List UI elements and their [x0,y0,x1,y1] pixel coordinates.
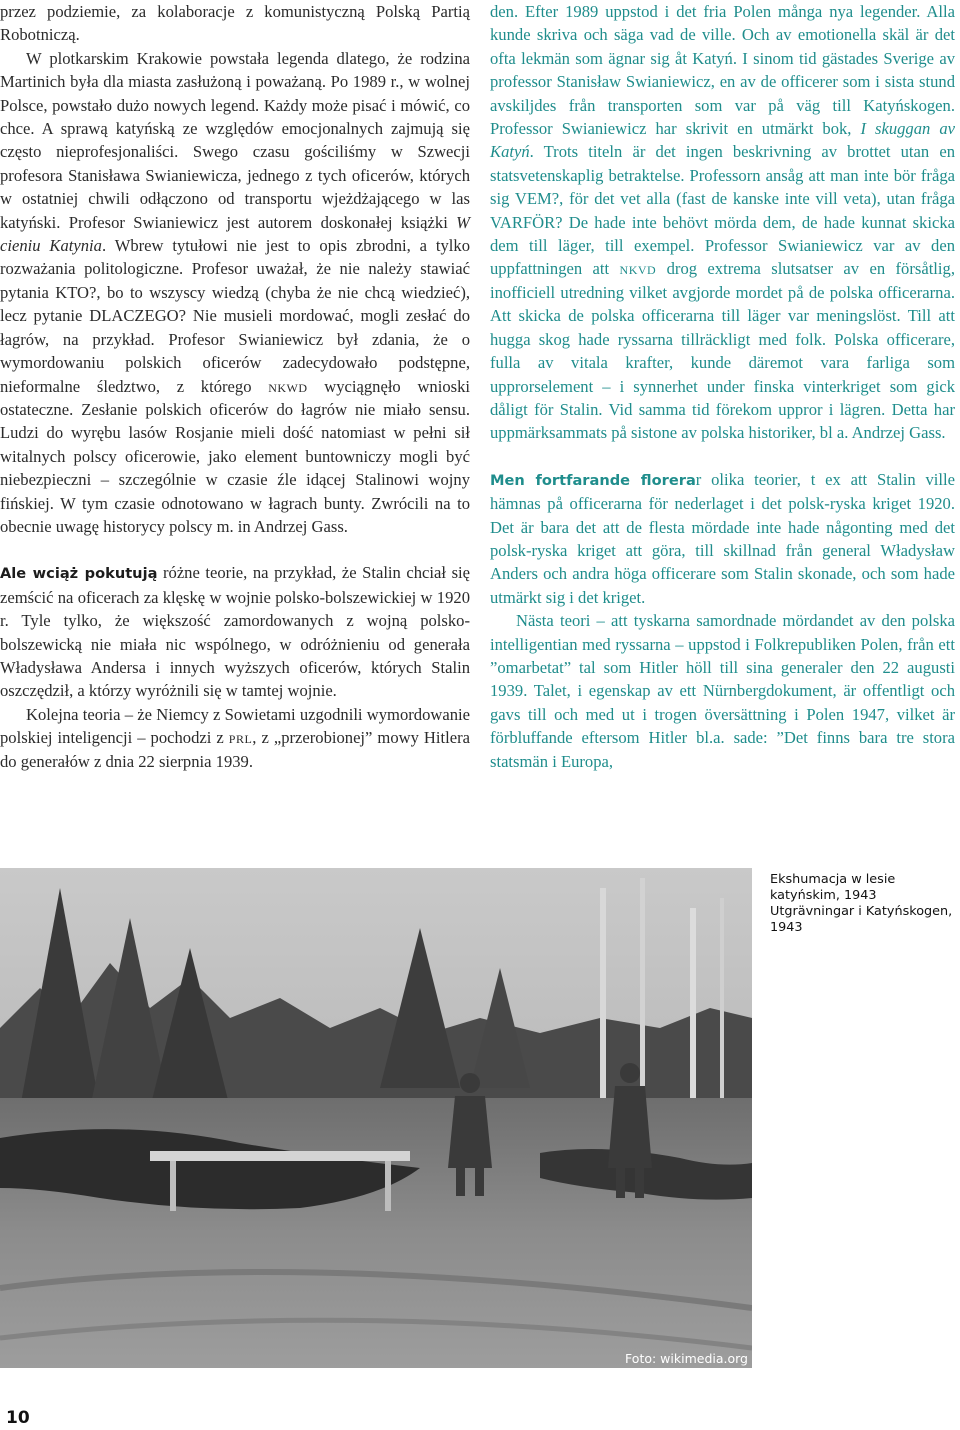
book-title: W cieniu Katynia [0,212,470,256]
paragraph-text: r olika teorier, t ex att Stalin ville hämnas på officerarna för nederlaget i det polsk-ryska kriget 1920. Det är bara det att de flesta mördade inte hade någonting med det polsk-ryska kriget att göra, till skillnad från general Władysław Anders och andra höga officerare som Stalin skonade, och som hade utmärkt sig i det kriget. [490,469,955,607]
swedish-article-column [490,0,955,773]
paragraph-text: , z „przerobionej” mowy Hitlera do generałów z dnia 22 sierpnia 1939. [0,728,470,771]
paragraph-text: . Trots titeln är det ingen beskrivning av brottet utan en statsvetenskaplig betraktelse. Professorn ansåg att man inte bör fråga sig VEM?, för det vet alla (fast de kanske inte vill veta), utan fråga VARFÖR? De hade inte behövt mörda dem, de hade kunnat skicka dem till läger, till exempel. Professor Swianiewicz var av den uppfattningen att [490,142,955,279]
acronym-nkwd: nkwd [268,376,308,396]
page-number: 10 [6,1408,30,1428]
paragraph-text: wyciągnęło wnioski ostateczne. Zesłanie polskich oficerów do łagrów nie miało sensu. Ludzi do wyrębu lasów Rosjanie mieli dość natomiast w pełni sił witalnych polscy oficerowie, jako element buntowniczy mogli być niebezpieczni – szczególnie w czasie źle idącej Stalinowi wojny fińskiej. W tym czasie odnotowano w łagrach bunty. Zwrócili na to obecnie uwagę historycy polscy m. in Andrzej Gass. [0,376,470,536]
paragraph-text: W plotkarskim Krakowie powstała legenda dlatego, że rodzina Martinich była dla miasta zasłużoną i poważaną. Po 1989 r., w wolnej Polsce, powstało dużo nowych legend. Każdy może pisać i mówić, co chce. A sprawą katyńską ze względów emocjonalnych zajmują się często nieprofesjonaliści. Swego czasu gościliśmy w Szwecji profesora Stanisława Swianiewicza, jednego z tych oficerów, których w ostatniej chwili odłączono od transportu wjeżdżającego w las katyński. Profesor Swianiewicz jest autorem doskonałej książki [0,48,470,232]
paragraph-text: den. Efter 1989 uppstod i det fria Polen många nya legender. Alla kunde skriva och säga vad de ville. Och av emotionella skäl är det ofta lekmän som ägnar sig åt Katyń. I sinom tid gästades Sverige av professor Stanisław Swianiewicz, en av de officerer som i sista stund avskiljdes från transporten som var på väg till Katyńskogen. Professor Swianiewicz har skrivit en utmärkt bok, [490,2,955,139]
acronym-prl: prl [228,728,253,748]
paragraph-text: różne teorie, na przykład, że Stalin chciał się zemścić na oficerach za klęskę w wojnie polsko-bolszewickiej w 1920 r. Tyle tylko, że większość zamordowanych z wojną polsko-bolszewicką nie miała nic wspólnego, w odróżnieniu od generała Władysława Andersa i innych wyższych oficerów, których Stalin oszczędził, a którzy wyróżnili się w tamtej wojnie. [0,563,470,701]
caption-swedish: Utgrävningar i Katyńskogen, 1943 [770,904,953,935]
section-lead: Men fortfarande florera [490,471,696,489]
paragraph [490,609,955,773]
paragraph [0,703,470,773]
paragraph [0,561,470,702]
exhumation-photo [0,868,752,1368]
paragraph-text: przez podziemie, za kolaboracje z komunistyczną Polską Partią Robotniczą. [0,2,470,45]
photo-caption [770,872,956,936]
paragraph-text: . Wbrew tytułowi nie jest to opis zbrodni, a tylko rozważania politologiczne. Profesor uważał, że nie należy stawiać pytania KTO?, bo to wszyscy wiedzą (chyba że nie chcą wiedzieć), lecz pytanie DLACZEGO? Nie musieli mordować, mogli zesłać do łagrów, na przykład. Profesor Swianiewicz był zdania, że o wymordowaniu polskich oficerów zadecydowało podstępne, nieformalne śledztwo, z którego [0,236,470,396]
acronym-nkvd: nkvd [619,259,657,279]
paragraph [0,0,470,47]
paragraph [490,0,955,445]
photo-illustration [0,868,752,1368]
paragraph-text: Nästa teori – att tyskarna samordnade mördandet av den polska intelligentian med ryssarna – uppstod i Folkrepubliken Polen, från ett ”omarbetat” tal som Hitler höll till sina generaler den 22 augusti 1939. Talet, i egenskap av ett Nürnbergdokument, är offentligt och gavs till och med ut i trogen översättning i Polen 1947, vilket är förbluffande eftersom Hitler bl.a. sade: ”Det finns bara tre stora statsmän i Europa, [490,611,955,771]
book-title: I skuggan av Katyń [490,119,955,162]
polish-article-column [0,0,470,773]
caption-polish: Ekshumacja w lesie katyńskim, 1943 [770,872,896,903]
paragraph-text: drog extrema slutsatser av en försåtlig, inofficiell utredning vilket avgjorde mordet på de polska officerarna. Att skicka de polska officerarna till läger var meningslöst. Till att hugga skog hade ryssarna tillräckligt med folk. Polska officerare, fulla av vitala krafter, kunde däremot vara farliga som upprorselement – i synnerhet under finska vinterkriget som gick dåligt för Stalin. Vid samma tid förekom uppror i lägren. Detta har uppmärksammats på sistone av polska historiker, bl a. Andrzej Gass. [490,259,955,443]
section-lead: Ale wciąż pokutują [0,565,158,583]
photo-credit: Foto: wikimedia.org [625,1351,748,1366]
paragraph [490,468,955,609]
paragraph-text: Kolejna teoria – że Niemcy z Sowietami uzgodnili wymordowanie polskiej inteligencji – pochodzi z [0,704,470,748]
paragraph [0,47,470,539]
